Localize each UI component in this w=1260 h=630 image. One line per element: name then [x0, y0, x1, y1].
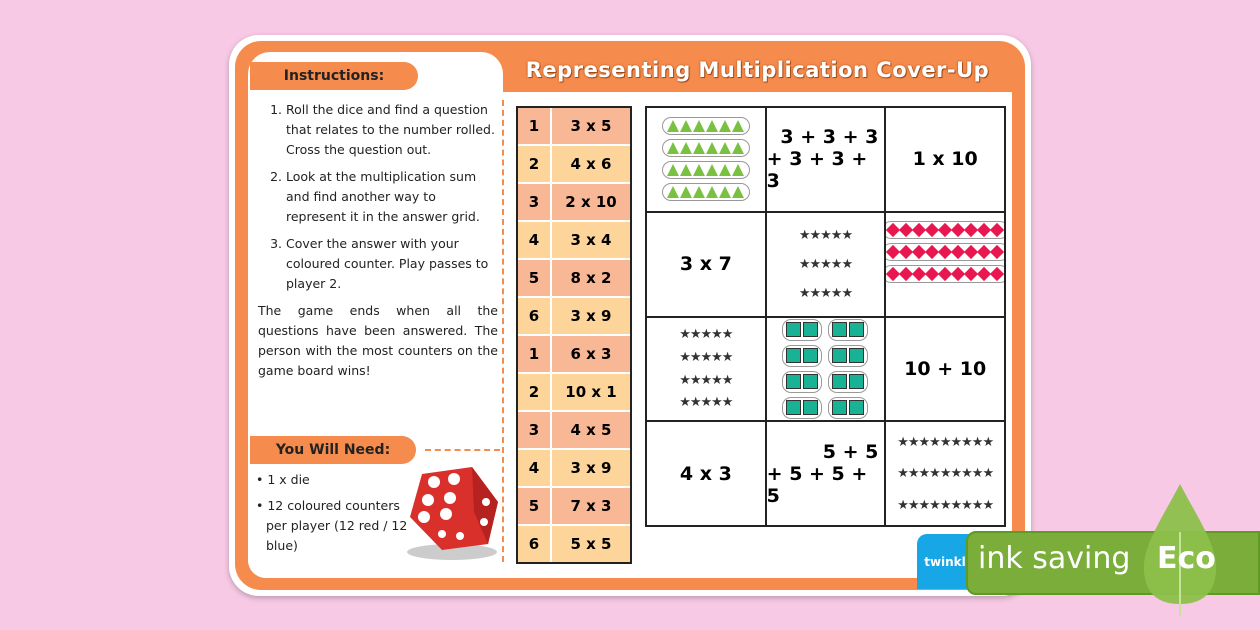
cell-text: 3 + 3 + 3 — [780, 126, 879, 149]
eco-label: Eco — [1157, 541, 1216, 576]
triangle-icon — [732, 120, 744, 132]
counter-bar — [886, 265, 1004, 283]
square-icon — [786, 374, 801, 389]
cell-text: + 3 + 3 + 3 — [766, 148, 868, 193]
cell-text: 1 x 10 — [912, 148, 978, 171]
star-row: ★★★★★★★★★ — [897, 434, 994, 450]
question-row[interactable] — [518, 336, 630, 372]
counter-bar — [886, 243, 1004, 261]
triangle-icon — [732, 186, 744, 198]
question-expression: 3 x 9 — [552, 450, 630, 486]
question-expression: 3 x 5 — [552, 108, 630, 144]
question-row[interactable] — [518, 526, 630, 562]
square-icon — [849, 322, 864, 337]
square-icon — [832, 322, 847, 337]
square-icon — [786, 348, 801, 363]
square-row — [782, 395, 868, 420]
triangle-icon — [693, 164, 705, 176]
question-number: 2 — [518, 374, 550, 410]
answer-cell[interactable] — [647, 213, 765, 316]
you-will-need-heading: You Will Need: — [250, 436, 416, 464]
counter-bar — [782, 345, 822, 367]
triangle-icon — [706, 120, 718, 132]
star-row: ★★★★★ — [798, 227, 853, 243]
question-number: 1 — [518, 336, 550, 372]
question-number: 5 — [518, 488, 550, 524]
question-row[interactable] — [518, 374, 630, 410]
star-row: ★★★★★ — [679, 372, 733, 388]
triangle-icon — [680, 186, 692, 198]
square-icon — [832, 400, 847, 415]
star-row: ★★★★★ — [798, 256, 853, 272]
square-icon — [832, 348, 847, 363]
triangle-icon — [719, 120, 731, 132]
triangle-icon — [680, 120, 692, 132]
answer-cell[interactable] — [886, 213, 1004, 316]
question-row[interactable] — [518, 146, 630, 182]
answer-cell[interactable] — [767, 213, 885, 316]
question-number: 4 — [518, 450, 550, 486]
counter-bar — [828, 371, 868, 393]
material-item: • 12 coloured counters per player (12 red / 12 blue) — [256, 498, 408, 553]
star-row: ★★★★★ — [679, 350, 733, 366]
instructions-heading: Instructions: — [250, 62, 418, 90]
answer-cell[interactable] — [647, 318, 765, 421]
triangle-icon — [680, 164, 692, 176]
question-row[interactable] — [518, 184, 630, 220]
square-icon — [849, 348, 864, 363]
star-row: ★★★★★ — [679, 395, 733, 411]
counter-bar — [662, 139, 750, 157]
triangle-icon — [693, 120, 705, 132]
question-expression: 3 x 9 — [552, 298, 630, 334]
star-row: ★★★★★ — [679, 327, 733, 343]
worksheet-title: Representing Multiplication Cover-Up — [525, 58, 990, 82]
counter-bar — [782, 371, 822, 393]
triangle-icon — [680, 142, 692, 154]
question-row[interactable] — [518, 450, 630, 486]
triangle-icon — [706, 186, 718, 198]
instructions-text — [258, 100, 498, 381]
answer-cell[interactable] — [647, 422, 765, 525]
star-row: ★★★★★★★★★ — [897, 466, 994, 482]
brand-text: twinkl — [924, 554, 966, 569]
square-icon — [803, 322, 818, 337]
diamond-icon — [990, 245, 1004, 259]
question-number: 6 — [518, 298, 550, 334]
question-expression: 2 x 10 — [552, 184, 630, 220]
question-expression: 8 x 2 — [552, 260, 630, 296]
question-number: 1 — [518, 108, 550, 144]
answer-cell[interactable] — [767, 318, 885, 421]
square-icon — [803, 374, 818, 389]
question-expression: 7 x 3 — [552, 488, 630, 524]
star-row: ★★★★★ — [798, 285, 853, 301]
question-row[interactable] — [518, 260, 630, 296]
square-row — [782, 318, 868, 343]
cell-text: + 5 + 5 + 5 — [766, 462, 868, 507]
triangle-icon — [667, 120, 679, 132]
triangle-icon — [706, 164, 718, 176]
counter-bar — [782, 397, 822, 419]
instruction-step: 2. Look at the multiplication sum and find another way to represent it in the answer grid. — [286, 167, 498, 227]
triangle-icon — [732, 142, 744, 154]
question-number: 2 — [518, 146, 550, 182]
counter-bar — [662, 161, 750, 179]
triangle-icon — [693, 186, 705, 198]
square-icon — [849, 374, 864, 389]
answer-cell[interactable] — [886, 422, 1004, 525]
diamond-icon — [990, 223, 1004, 237]
materials-list — [256, 470, 416, 562]
question-expression: 5 x 5 — [552, 526, 630, 562]
triangle-icon — [732, 164, 744, 176]
answer-cell[interactable] — [886, 108, 1004, 211]
triangle-icon — [667, 186, 679, 198]
cell-text: 10 + 10 — [904, 357, 987, 380]
question-row[interactable] — [518, 488, 630, 524]
question-number: 5 — [518, 260, 550, 296]
instruction-ending: The game ends when all the questions have been answered. The person with the most counters on the game board wins! — [258, 303, 498, 378]
triangle-icon — [719, 142, 731, 154]
ink-saving-label: ink saving — [978, 541, 1131, 576]
triangle-icon — [693, 142, 705, 154]
counter-bar — [828, 397, 868, 419]
triangle-icon — [667, 164, 679, 176]
triangle-icon — [706, 142, 718, 154]
question-number: 3 — [518, 412, 550, 448]
question-row[interactable] — [518, 108, 630, 144]
instruction-step: 3. Cover the answer with your coloured counter. Play passes to player 2. — [286, 234, 498, 294]
question-number: 6 — [518, 526, 550, 562]
instruction-step: 1. Roll the dice and find a question that relates to the number rolled. Cross the question out. — [286, 100, 498, 160]
question-expression: 3 x 4 — [552, 222, 630, 258]
triangle-icon — [719, 186, 731, 198]
answer-cell[interactable] — [767, 108, 885, 211]
material-item: • 1 x die — [256, 472, 310, 487]
question-expression: 4 x 5 — [552, 412, 630, 448]
twinkl-logo — [917, 534, 973, 589]
diamond-icon — [990, 267, 1004, 281]
answer-cell[interactable] — [647, 108, 765, 211]
question-number: 3 — [518, 184, 550, 220]
counter-bar — [662, 117, 750, 135]
cell-text: 5 + 5 — [822, 440, 879, 463]
triangle-icon — [719, 164, 731, 176]
square-row — [782, 343, 868, 369]
cell-text: 3 x 7 — [679, 253, 732, 276]
question-number: 4 — [518, 222, 550, 258]
counter-bar — [886, 221, 1004, 239]
square-icon — [849, 400, 864, 415]
star-row: ★★★★★★★★★ — [897, 497, 994, 513]
square-icon — [803, 348, 818, 363]
square-icon — [832, 374, 847, 389]
square-icon — [786, 400, 801, 415]
question-row[interactable] — [518, 222, 630, 258]
counter-bar — [662, 183, 750, 201]
divider — [502, 100, 504, 562]
square-row — [782, 369, 868, 395]
divider — [425, 449, 500, 451]
question-row[interactable] — [518, 412, 630, 448]
question-expression: 10 x 1 — [552, 374, 630, 410]
counter-bar — [782, 319, 822, 341]
counter-bar — [828, 319, 868, 341]
dice-icon — [402, 462, 502, 562]
answer-grid — [645, 106, 1006, 527]
answer-cell[interactable] — [886, 318, 1004, 421]
square-icon — [786, 322, 801, 337]
triangle-icon — [667, 142, 679, 154]
question-expression: 6 x 3 — [552, 336, 630, 372]
questions-table — [516, 106, 632, 564]
question-expression: 4 x 6 — [552, 146, 630, 182]
counter-bar — [828, 345, 868, 367]
cell-text: 4 x 3 — [679, 462, 732, 485]
square-icon — [803, 400, 818, 415]
question-row[interactable] — [518, 298, 630, 334]
answer-cell[interactable] — [767, 422, 885, 525]
